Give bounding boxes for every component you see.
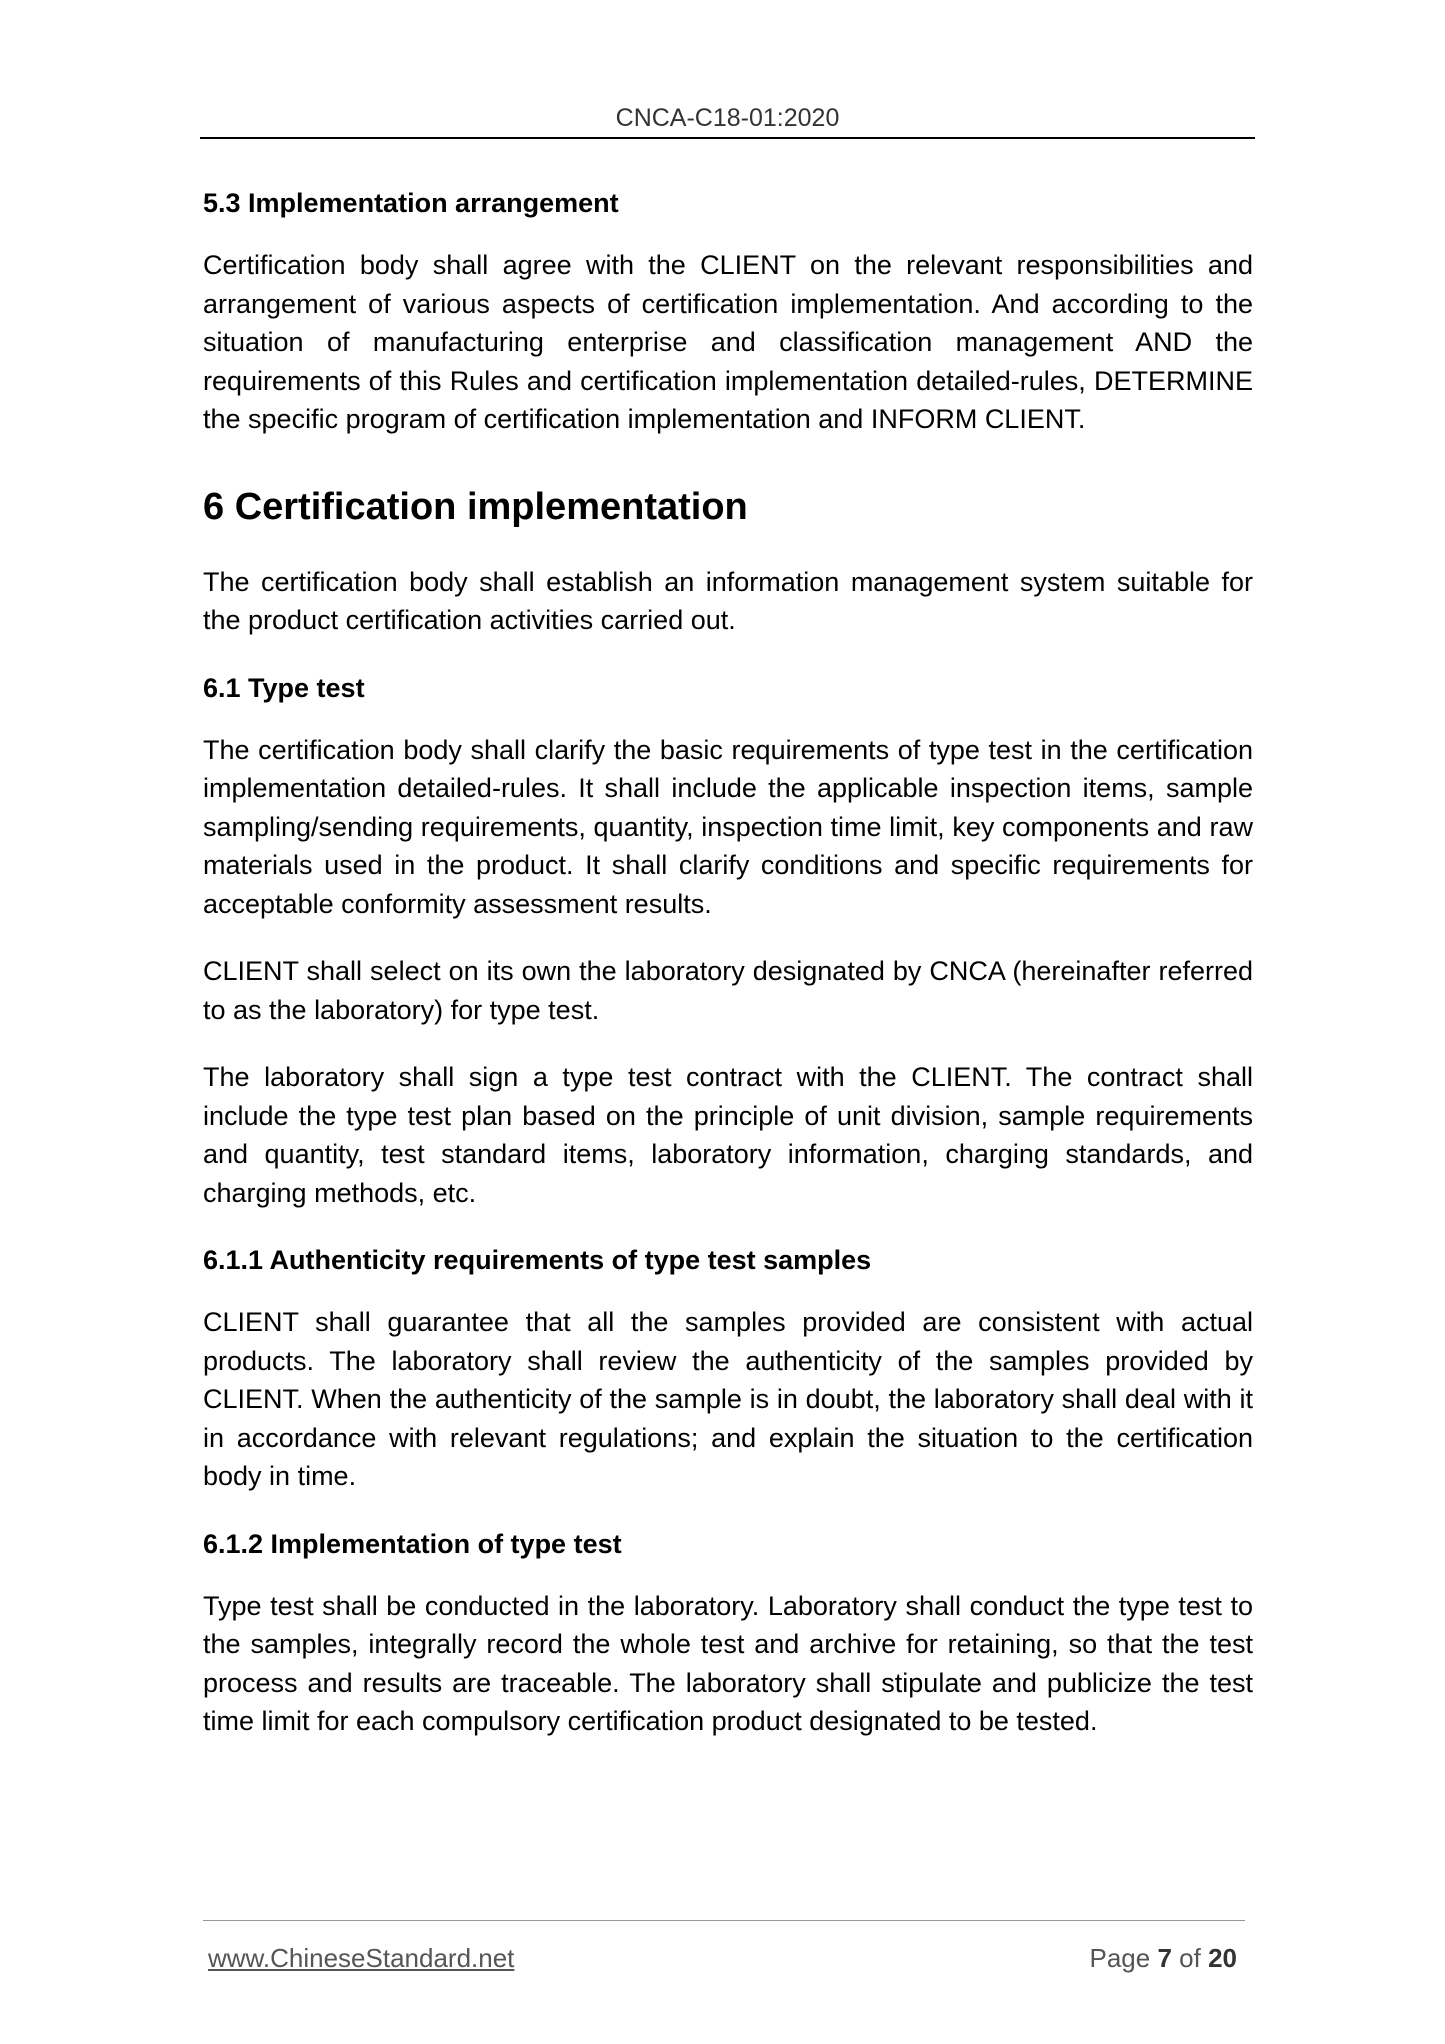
page-of: of <box>1179 1943 1201 1973</box>
footer-divider <box>203 1920 1245 1921</box>
heading-6-1-1: 6.1.1 Authenticity requirements of type test samples <box>203 1245 872 1275</box>
paragraph-6-1: The certification body shall establish an information management system suitable for the product certification activities carried out. <box>203 566 1253 635</box>
document-body <box>203 184 1253 1770</box>
paragraph-6-1-3: The laboratory shall sign a type test contract with the CLIENT. The contract shall include the type test plan based on the principle of unit division, sample requirements and quantity, test standard items, laboratory information, charging standards, and charging methods, etc. <box>203 1062 1253 1208</box>
page-current: 7 <box>1157 1943 1172 1973</box>
page-total: 20 <box>1208 1943 1237 1973</box>
website-link[interactable]: www.ChineseStandard.net <box>208 1943 515 1973</box>
paragraph-6-1-2-1: Type test shall be conducted in the laboratory. Laboratory shall conduct the type test to the samples, integrally record the whole test and archive for retaining, so that the test process and results are traceable. The laboratory shall stipulate and publicize the test time limit for each compulsory certification product designated to be tested. <box>203 1590 1253 1736</box>
paragraph-6-1-2: CLIENT shall select on its own the laboratory designated by CNCA (hereinafter referred to as the laboratory) for type test. <box>203 956 1253 1025</box>
header-divider <box>200 137 1255 139</box>
paragraph-6-1-1: The certification body shall clarify the basic requirements of type test in the certification implementation detailed-rules. It shall include the applicable inspection items, sample sampling/sending requirements, quantity, inspection time limit, key components and raw materials used in the product. It shall clarify conditions and specific requirements for acceptable conformity assessment results. <box>203 734 1253 919</box>
heading-6-1: 6.1 Type test <box>203 672 365 703</box>
heading-6-1-2: 6.1.2 Implementation of type test <box>203 1528 622 1559</box>
paragraph-6-1-1-1: CLIENT shall guarantee that all the samples provided are consistent with actual products. The laboratory shall review the authenticity of the samples provided by CLIENT. When the authenticity of the sample is in doubt, the laboratory shall deal with it in accordance with relevant regulations; and explain the situation to the certification body in time. <box>203 1307 1253 1491</box>
heading-5-3: 5.3 Implementation arrangement <box>203 188 619 218</box>
heading-6: 6 Certification implementation <box>203 485 748 528</box>
page-label: Page <box>1089 1943 1151 1973</box>
running-header: CNCA-C18-01:2020 <box>615 104 840 132</box>
paragraph-5-3-1: Certification body shall agree with the CLIENT on the relevant responsibilities and arrangement of various aspects of certification implementation. And according to the situation of manufacturing enterprise and classification management AND the requirements of this Rules and certification implementation detailed-rules, DETERMINE the specific program of certification implementation and INFORM CLIENT. <box>203 250 1253 434</box>
page-number <box>1089 1943 1237 1974</box>
